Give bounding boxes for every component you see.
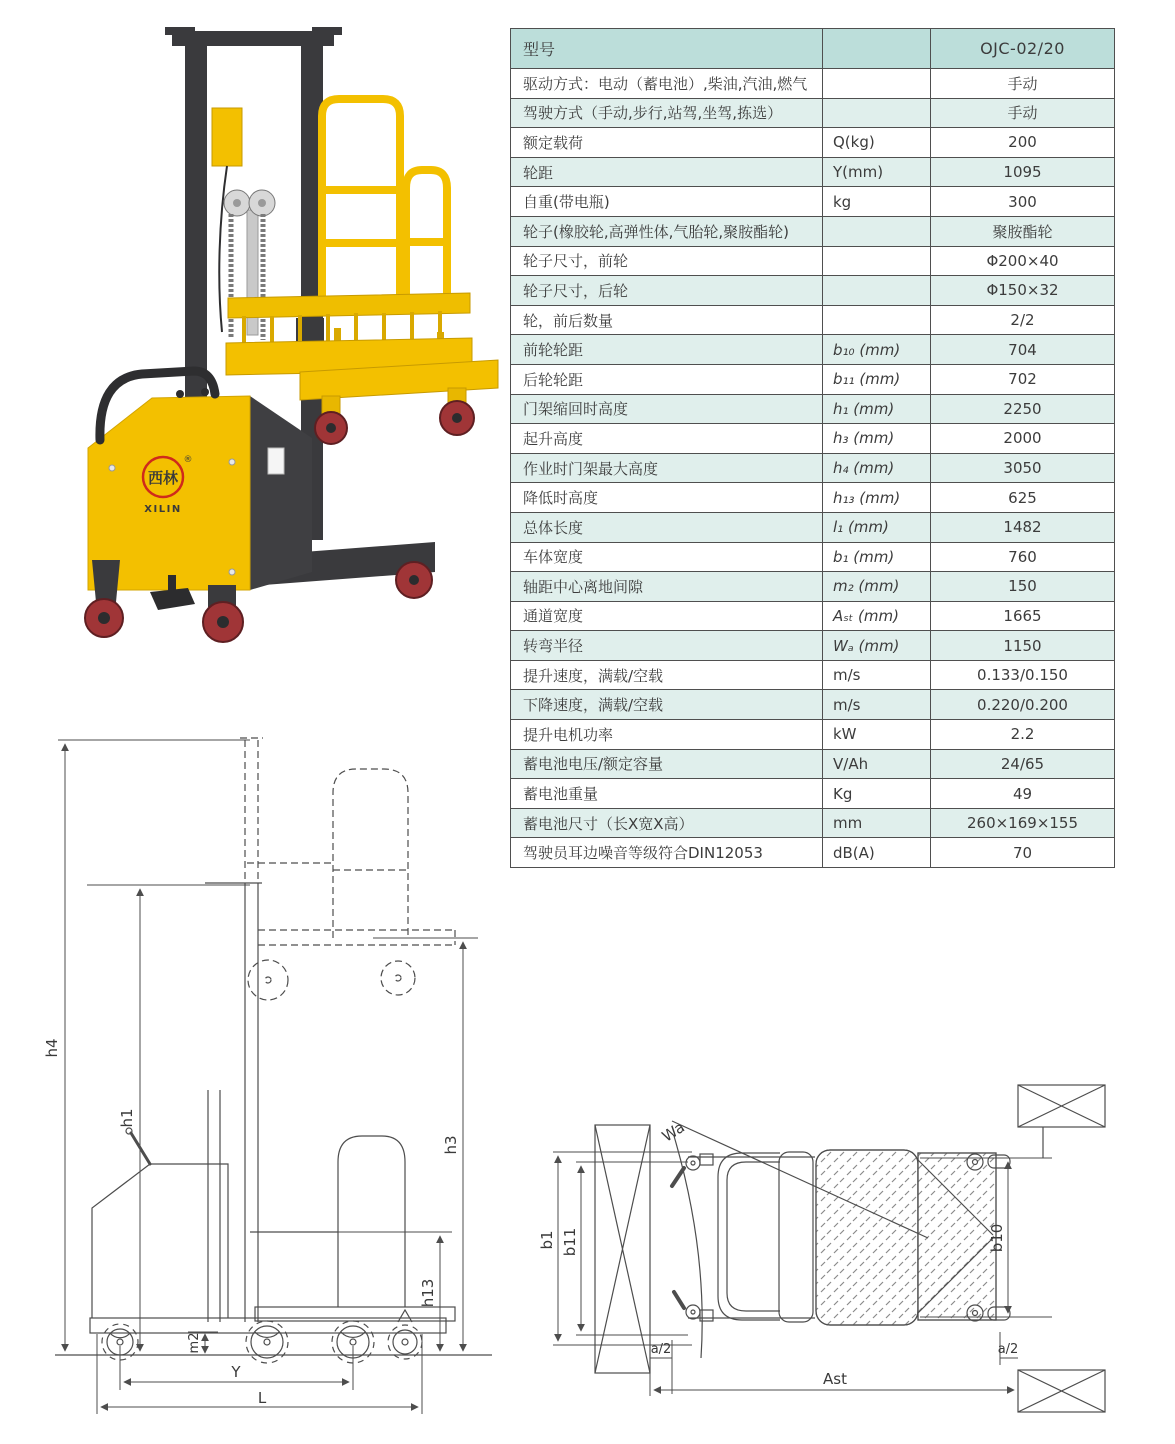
row-unit: m/s — [823, 690, 931, 720]
product-photo — [60, 20, 500, 700]
row-name: 总体长度 — [511, 512, 823, 542]
row-unit: V/Ah — [823, 749, 931, 779]
row-name: 后轮轮距 — [511, 364, 823, 394]
row-value: 760 — [931, 542, 1115, 572]
row-value: Φ200×40 — [931, 246, 1115, 276]
row-name: 蓄电池尺寸（长X宽X高） — [511, 808, 823, 838]
dim-label-y: Y — [231, 1363, 241, 1381]
row-value: 2.2 — [931, 720, 1115, 750]
row-unit: h₃ (mm) — [823, 424, 931, 454]
table-row — [511, 808, 1115, 838]
table-row — [511, 601, 1115, 631]
table-row — [511, 98, 1115, 128]
row-name: 轮子尺寸，前轮 — [511, 246, 823, 276]
row-name: 车体宽度 — [511, 542, 823, 572]
row-name: 驾驶员耳边噪音等级符合DIN12053 — [511, 838, 823, 868]
table-row — [511, 276, 1115, 306]
table-row — [511, 424, 1115, 454]
dim-label-b11: b11 — [561, 1227, 579, 1257]
row-name: 轮子(橡胶轮,高弹性体,气胎轮,聚胺酯轮) — [511, 216, 823, 246]
row-value: 3050 — [931, 453, 1115, 483]
row-value: 0.133/0.150 — [931, 660, 1115, 690]
table-header-unit — [823, 29, 931, 69]
table-row — [511, 69, 1115, 99]
table-row — [511, 690, 1115, 720]
table-row — [511, 216, 1115, 246]
row-value: 1482 — [931, 512, 1115, 542]
row-name: 轮，前后数量 — [511, 305, 823, 335]
row-name: 轮子尺寸，后轮 — [511, 276, 823, 306]
row-unit: h₁₃ (mm) — [823, 483, 931, 513]
dim-label-b10: b10 — [988, 1223, 1006, 1253]
row-name: 驱动方式：电动（蓄电池）,柴油,汽油,燃气 — [511, 69, 823, 99]
rack-box-top — [1018, 1085, 1105, 1158]
row-unit: m/s — [823, 660, 931, 690]
dim-label-m2: m2 — [187, 1332, 202, 1354]
row-unit — [823, 98, 931, 128]
dim-label-l: L — [257, 1389, 267, 1407]
table-row — [511, 631, 1115, 661]
top-view-drawing — [530, 1055, 1175, 1444]
row-value: 702 — [931, 364, 1115, 394]
row-value: 1150 — [931, 631, 1115, 661]
dim-label-h3: h3 — [442, 1135, 460, 1155]
row-unit — [823, 246, 931, 276]
raised-position-dashed — [240, 738, 455, 1000]
logo-reg-mark: ® — [183, 455, 193, 465]
row-unit: h₄ (mm) — [823, 453, 931, 483]
spec-table — [510, 28, 1115, 868]
row-value: 625 — [931, 483, 1115, 513]
row-value: 704 — [931, 335, 1115, 365]
row-name: 驾驶方式（手动,步行,站驾,坐驾,拣选） — [511, 98, 823, 128]
row-unit: h₁ (mm) — [823, 394, 931, 424]
row-name: 轴距中心离地间隙 — [511, 572, 823, 602]
row-name: 提升电机功率 — [511, 720, 823, 750]
body-outline — [90, 1128, 446, 1333]
row-unit: b₁₀ (mm) — [823, 335, 931, 365]
row-name: 通道宽度 — [511, 601, 823, 631]
row-value: 2/2 — [931, 305, 1115, 335]
table-row — [511, 305, 1115, 335]
row-value: 2250 — [931, 394, 1115, 424]
dim-label-a2-right: a/2 — [997, 1342, 1019, 1357]
row-value: 70 — [931, 838, 1115, 868]
extension-lines — [58, 740, 478, 1414]
outrigger — [300, 360, 498, 444]
row-value: 1095 — [931, 157, 1115, 187]
dim-label-b1: b1 — [538, 1230, 556, 1250]
row-name: 门架缩回时高度 — [511, 394, 823, 424]
rack-box-bottom — [1018, 1370, 1105, 1412]
row-value: 手动 — [931, 98, 1115, 128]
logo-en-text: XILIN — [144, 504, 182, 515]
row-unit: Y(mm) — [823, 157, 931, 187]
logo-cn-text: 西林 — [147, 469, 179, 487]
row-name: 自重(带电瓶) — [511, 187, 823, 217]
row-unit: mm — [823, 808, 931, 838]
row-unit: kg — [823, 187, 931, 217]
table-row — [511, 157, 1115, 187]
mast-outline — [205, 883, 262, 1322]
row-unit — [823, 305, 931, 335]
row-value: 150 — [931, 572, 1115, 602]
row-unit: m₂ (mm) — [823, 572, 931, 602]
table-row — [511, 542, 1115, 572]
row-value: 300 — [931, 187, 1115, 217]
machine-plan — [672, 1150, 1010, 1325]
table-row — [511, 394, 1115, 424]
row-name: 起升高度 — [511, 424, 823, 454]
row-unit: Wₐ (mm) — [823, 631, 931, 661]
row-value: 手动 — [931, 69, 1115, 99]
table-row — [511, 749, 1115, 779]
table-row — [511, 512, 1115, 542]
table-row — [511, 364, 1115, 394]
spec-table-body — [511, 69, 1115, 868]
table-header-row — [511, 29, 1115, 69]
dim-label-h1: h1 — [118, 1108, 136, 1128]
row-unit: Q(kg) — [823, 128, 931, 158]
table-row — [511, 483, 1115, 513]
row-name: 蓄电池电压/额定容量 — [511, 749, 823, 779]
row-name: 轮距 — [511, 157, 823, 187]
row-value: 0.220/0.200 — [931, 690, 1115, 720]
dim-label-ast: Ast — [823, 1370, 847, 1388]
table-header-model-value: OJC-02/20 — [931, 29, 1115, 69]
table-row — [511, 187, 1115, 217]
row-unit — [823, 276, 931, 306]
table-row — [511, 128, 1115, 158]
row-unit: Kg — [823, 779, 931, 809]
row-name: 额定载荷 — [511, 128, 823, 158]
dim-label-a2-left: a/2 — [650, 1342, 672, 1357]
side-view-drawing — [35, 720, 500, 1435]
platform-railings — [322, 99, 447, 300]
row-value: Φ150×32 — [931, 276, 1115, 306]
row-unit: kW — [823, 720, 931, 750]
row-value: 49 — [931, 779, 1115, 809]
row-value: 260×169×155 — [931, 808, 1115, 838]
row-name: 蓄电池重量 — [511, 779, 823, 809]
row-name: 下降速度，满载/空载 — [511, 690, 823, 720]
row-name: 前轮轮距 — [511, 335, 823, 365]
dim-label-h13: h13 — [419, 1278, 437, 1308]
row-value: 2000 — [931, 424, 1115, 454]
row-unit: Aₛₜ (mm) — [823, 601, 931, 631]
table-row — [511, 779, 1115, 809]
table-row — [511, 660, 1115, 690]
table-row — [511, 572, 1115, 602]
row-name: 作业时门架最大高度 — [511, 453, 823, 483]
row-value: 1665 — [931, 601, 1115, 631]
table-row — [511, 838, 1115, 868]
row-unit: b₁ (mm) — [823, 542, 931, 572]
row-value: 200 — [931, 128, 1115, 158]
row-unit: l₁ (mm) — [823, 512, 931, 542]
row-value: 聚胺酯轮 — [931, 216, 1115, 246]
row-name: 提升速度，满载/空载 — [511, 660, 823, 690]
table-row — [511, 246, 1115, 276]
row-unit: dB(A) — [823, 838, 931, 868]
row-unit — [823, 69, 931, 99]
row-unit: b₁₁ (mm) — [823, 364, 931, 394]
table-row — [511, 453, 1115, 483]
row-name: 降低时高度 — [511, 483, 823, 513]
table-row — [511, 720, 1115, 750]
row-unit — [823, 216, 931, 246]
row-name: 转弯半径 — [511, 631, 823, 661]
machine-body — [88, 396, 312, 590]
dim-label-wa: Wa — [658, 1117, 688, 1146]
table-row — [511, 335, 1115, 365]
row-value: 24/65 — [931, 749, 1115, 779]
table-header-model-label: 型号 — [511, 29, 823, 69]
dim-label-h4: h4 — [43, 1038, 61, 1058]
